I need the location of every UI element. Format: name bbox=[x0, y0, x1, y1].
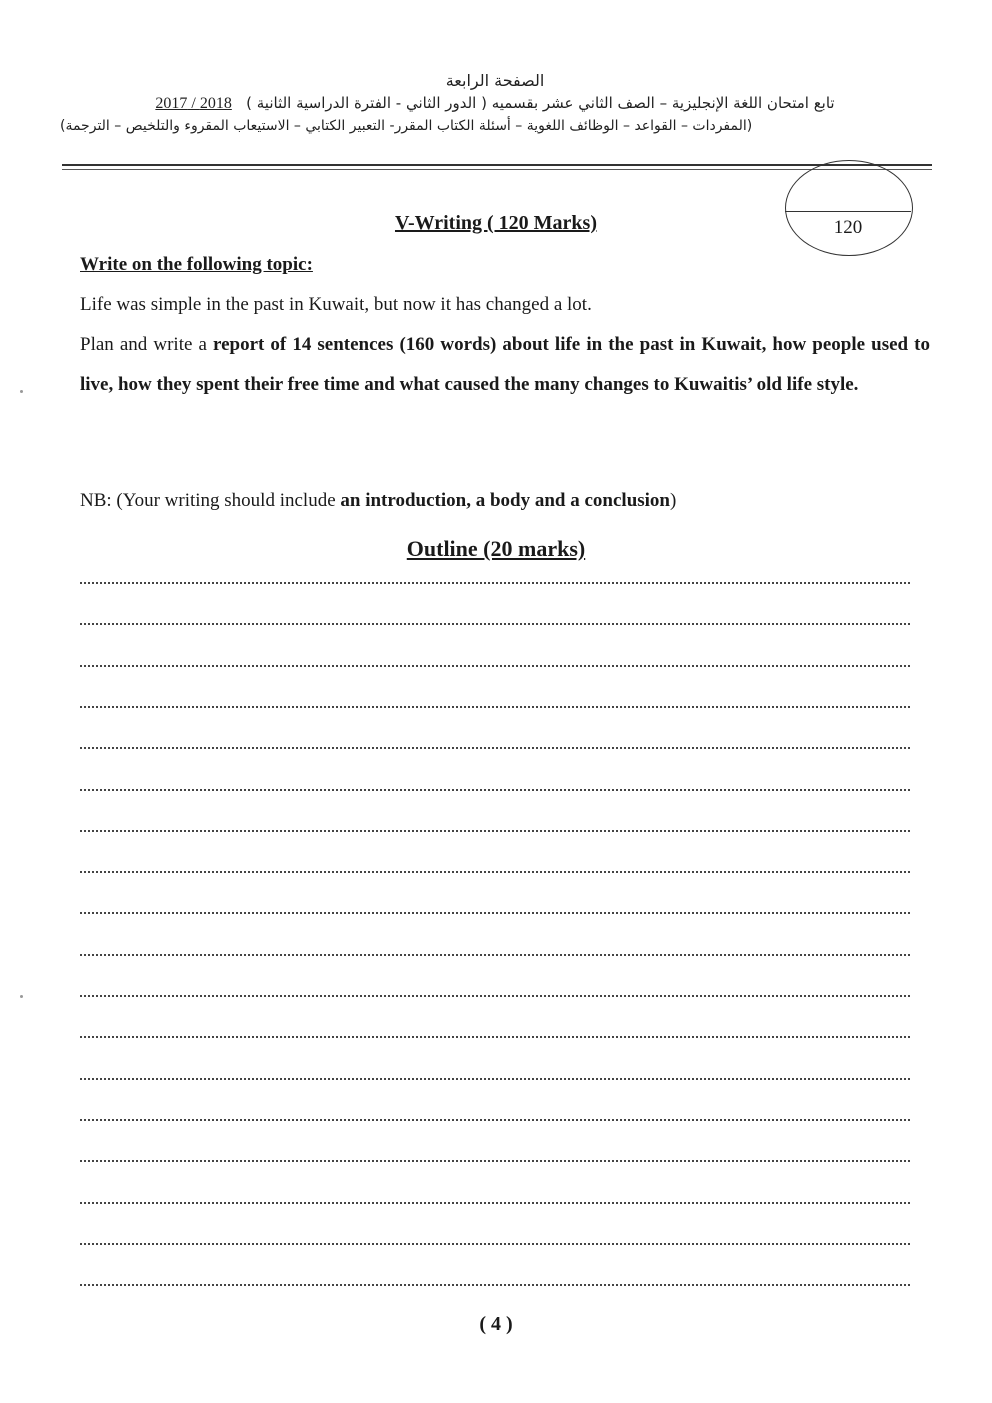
answer-line[interactable] bbox=[80, 1202, 910, 1204]
answer-line[interactable] bbox=[80, 747, 910, 749]
answer-line[interactable] bbox=[80, 1119, 910, 1121]
answer-line[interactable] bbox=[80, 706, 910, 708]
answer-line[interactable] bbox=[80, 954, 910, 956]
answer-line[interactable] bbox=[80, 789, 910, 791]
answer-line[interactable] bbox=[80, 1078, 910, 1080]
exam-header bbox=[60, 70, 930, 137]
scan-speck bbox=[20, 390, 23, 393]
scan-speck bbox=[20, 995, 23, 998]
header-divider-thin bbox=[62, 169, 932, 170]
answer-line[interactable] bbox=[80, 665, 910, 667]
score-oval bbox=[785, 160, 913, 256]
instruction: Write on the following topic: bbox=[80, 254, 313, 275]
exam-title-line bbox=[60, 92, 930, 115]
exam-sections: (المفردات – القواعد – الوظائف اللغوية – أسئلة الكتاب المقرر- التعبير الكتابي – الاستيعاب المقروء والتلخيص – الترجمة) bbox=[60, 118, 753, 134]
answer-line[interactable] bbox=[80, 1160, 910, 1162]
answer-line[interactable] bbox=[80, 995, 910, 997]
page-label: الصفحة الرابعة bbox=[445, 71, 545, 90]
answer-line[interactable] bbox=[80, 1243, 910, 1245]
task-description bbox=[80, 325, 930, 405]
answer-line[interactable] bbox=[80, 830, 910, 832]
outline-title: Outline (20 marks) bbox=[406, 536, 586, 561]
nb-bold: an introduction, a body and a conclusion bbox=[340, 490, 670, 511]
section-title: V-Writing ( 120 Marks) bbox=[394, 212, 597, 234]
page-number: ( 4 ) bbox=[479, 1313, 513, 1335]
answer-line[interactable] bbox=[80, 623, 910, 625]
exam-title: تابع امتحان اللغة الإنجليزية – الصف الثاني عشر بقسميه ( الدور الثاني - الفترة الدراسية الثانية ) bbox=[246, 94, 835, 112]
exam-year: 2018 / 2017 bbox=[155, 95, 232, 112]
score-total: 120 bbox=[833, 217, 863, 238]
answer-line[interactable] bbox=[80, 582, 910, 584]
header-divider bbox=[62, 164, 932, 166]
answer-line[interactable] bbox=[80, 1036, 910, 1038]
answer-line[interactable] bbox=[80, 871, 910, 873]
nb-plain: NB: (Your writing should include bbox=[80, 490, 341, 511]
task-plain: Plan and write a bbox=[80, 334, 213, 355]
nb-close: ) bbox=[670, 490, 677, 511]
answer-line[interactable] bbox=[80, 1284, 910, 1286]
topic-statement: Life was simple in the past in Kuwait, but now it has changed a lot. bbox=[80, 294, 592, 315]
answer-line[interactable] bbox=[80, 912, 910, 914]
nb-note bbox=[80, 490, 676, 512]
task-bold: report of 14 sentences (160 words) about life in the past in Kuwait, how people used to live, how they spent their free time and what caused the many changes to Kuwaitis’ old life style. bbox=[80, 334, 931, 395]
